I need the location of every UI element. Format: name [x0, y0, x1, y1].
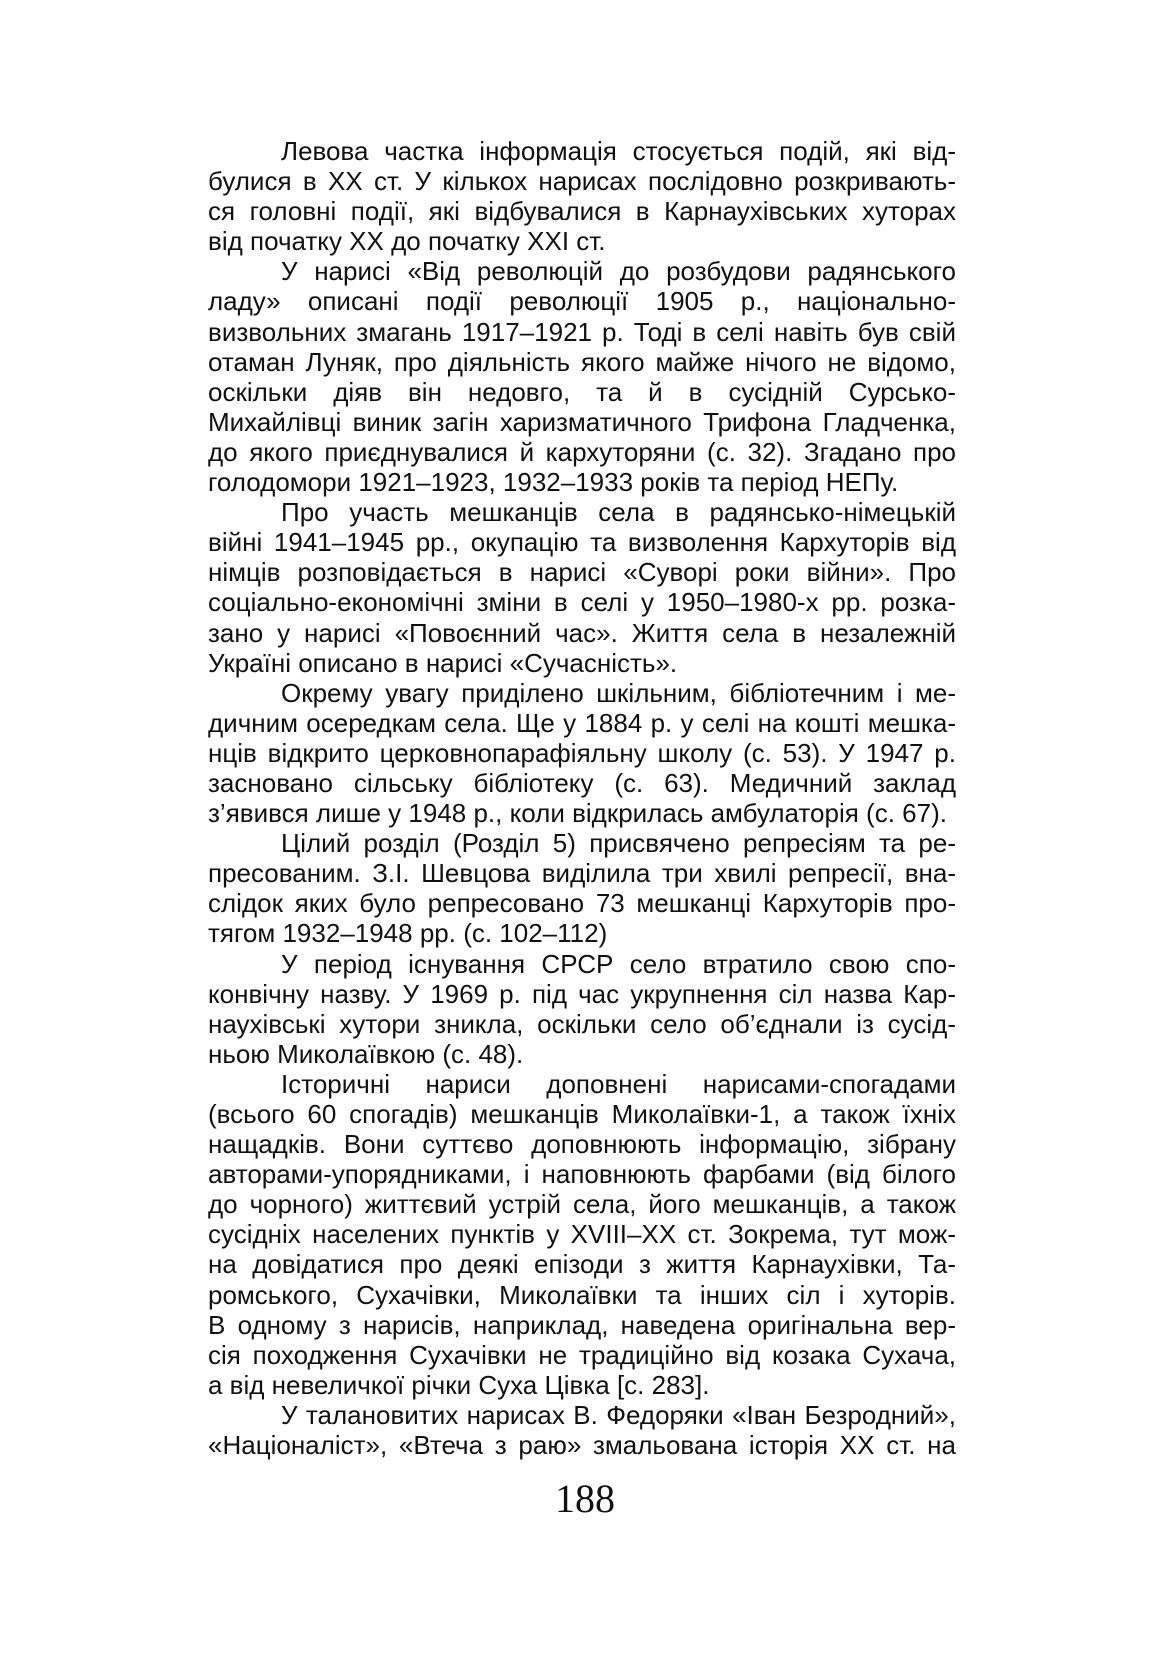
text-line: У період існування СРСР село втратило свою спо- [281, 948, 956, 979]
text-block [208, 136, 956, 1460]
text-line: У нарисі «Від революцій до розбудови радянського [281, 256, 956, 287]
text-line: Історичні нариси доповнені нарисами-спогадами [281, 1068, 956, 1099]
text-line: а від невеличкої річки Суха Цівка [с. 283]. [208, 1369, 710, 1400]
text-line: зано у нарисі «Повоєнний час». Життя села в незалежній [208, 617, 956, 648]
text-line: ладу» описані події революції 1905 р., національно- [208, 286, 956, 317]
text-line: на довідатися про деякі епізоди з життя Карнаухівки, Та- [208, 1249, 956, 1280]
text-line: У талановитих нарисах В. Федоряки «Іван Безродний», [281, 1399, 956, 1430]
text-line: нців відкрито церковнопарафіяльну школу (с. 53). У 1947 р. [208, 737, 956, 768]
text-line: визвольних змагань 1917–1921 р. Тоді в селі навіть був свій [208, 316, 956, 347]
text-line: отаман Луняк, про діяльність якого майже нічого не відомо, [208, 346, 956, 377]
text-line: слідок яких було репресовано 73 мешканці Кархуторів про- [208, 888, 956, 919]
text-line: ньою Миколаївкою (с. 48). [208, 1038, 524, 1069]
text-line: до чорного) життєвий устрій села, його мешканців, а також [208, 1189, 956, 1220]
text-line: авторами-упорядниками, і наповнюють фарбами (від білого [208, 1159, 956, 1190]
text-line: соціально-економічні зміни в селі у 1950–1980-х рр. розка- [208, 587, 956, 618]
text-line: конвічну назву. У 1969 р. під час укрупнення сіл назва Кар- [208, 978, 956, 1009]
text-line: наухівські хутори зникла, оскільки село об’єднали із сусід- [208, 1008, 956, 1039]
text-line: тягом 1932–1948 рр. (с. 102–112) [208, 918, 608, 949]
text-line: (всього 60 спогадів) мешканців Миколаївки-1, а також їхніх [208, 1099, 956, 1129]
text-line: Левова частка інформація стосується подій, які від- [281, 136, 956, 166]
text-line: ся головні події, які відбувалися в Карнаухівських хуторах [208, 196, 956, 227]
text-line: ромського, Сухачівки, Миколаївки та інших сіл і хуторів. [208, 1279, 956, 1310]
text-line: нащадків. Вони суттєво доповнюють інформацію, зібрану [208, 1129, 956, 1160]
text-line: Про участь мешканців села в радянсько-німецькій [281, 497, 956, 528]
text-line: сусідніх населених пунктів у XVIII–XX ст. Зокрема, тут мож- [208, 1219, 956, 1250]
page-number: 188 [555, 1476, 615, 1521]
text-line: війні 1941–1945 рр., окупацію та визволення Кархуторів від [208, 527, 956, 558]
text-line: Михайлівці виник загін харизматичного Трифона Гладченка, [208, 406, 956, 437]
text-line: В одному з нарисів, наприклад, наведена оригінальна вер- [208, 1309, 956, 1340]
text-line: Україні описано в нарисі «Сучасність». [208, 647, 678, 678]
text-line: з’явився лише у 1948 р., коли відкрилась амбулаторія (с. 67). [208, 798, 947, 829]
text-line: дичним осередкам села. Ще у 1884 р. у селі на кошті мешка- [208, 707, 956, 738]
text-line: від початку ХХ до початку ХХІ ст. [208, 226, 606, 257]
text-line: Окрему увагу приділено шкільним, бібліотечним і ме- [281, 677, 956, 708]
text-line: голодомори 1921–1923, 1932–1933 років та період НЕПу. [208, 467, 899, 498]
text-line: оскільки діяв він недовго, та й в сусідній Сурсько- [208, 376, 956, 407]
text-line: до якого приєднувалися й кархуторяни (с. 32). Згадано про [208, 436, 956, 467]
text-line: пресованим. З.І. Шевцова виділила три хвилі репресії, вна- [208, 858, 956, 889]
text-line: сія походження Сухачівки не традиційно від козака Сухача, [208, 1339, 956, 1370]
text-line: засновано сільську бібліотеку (с. 63). Медичний заклад [208, 767, 956, 798]
text-line: німців розповідається в нарисі «Суворі роки війни». Про [208, 557, 956, 588]
text-line: Цілий розділ (Розділ 5) присвячено репресіям та ре- [281, 828, 956, 859]
text-line: булися в ХХ ст. У кількох нарисах послідовно розкривають- [208, 166, 956, 197]
text-line: «Націоналіст», «Втеча з раю» змальована історія ХХ ст. на [208, 1430, 956, 1461]
